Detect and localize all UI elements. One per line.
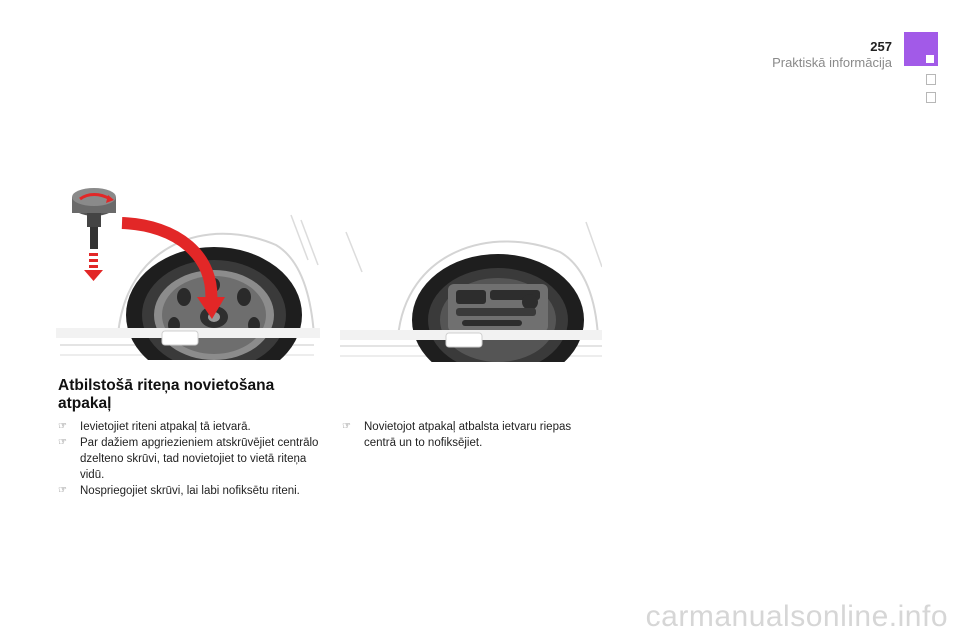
list-item [58,483,328,499]
section-title: Praktiskā informācija [772,55,892,70]
step-text: Nospriegojiet skrūvi, lai labi nofiksētu riteni. [80,485,300,497]
step-text: Novietojot atpakaļ atbalsta ietvaru riepas centrā un to nofiksējiet. [364,421,572,449]
wheel-placement-illustration [56,185,320,360]
step-text: Ievietojiet riteni atpakaļ tā ietvarā. [80,421,251,433]
watermark: carmanualsonline.info [645,600,948,633]
list-item [58,419,328,435]
pointing-hand-icon: ☞ [342,421,351,432]
section-heading: Atbilstošā riteņa novietošana atpakaļ [58,377,275,412]
section-tab-active[interactable] [904,32,938,66]
support-housing-illustration [340,212,602,362]
right-steps-list [342,419,602,451]
left-steps-list [58,419,328,499]
section-tab[interactable] [926,74,936,85]
page-number: 257 [870,39,892,54]
step-text: Par dažiem apgriezieniem atskrūvējiet centrālo dzelteno skrūvi, tad novietojiet to vietā riteņa vidū. [80,437,319,481]
tab-marker [926,55,934,63]
pointing-hand-icon: ☞ [58,421,67,432]
section-tab[interactable] [926,92,936,103]
list-item [58,435,328,483]
pointing-hand-icon: ☞ [58,485,67,496]
pointing-hand-icon: ☞ [58,437,67,448]
list-item [342,419,602,451]
